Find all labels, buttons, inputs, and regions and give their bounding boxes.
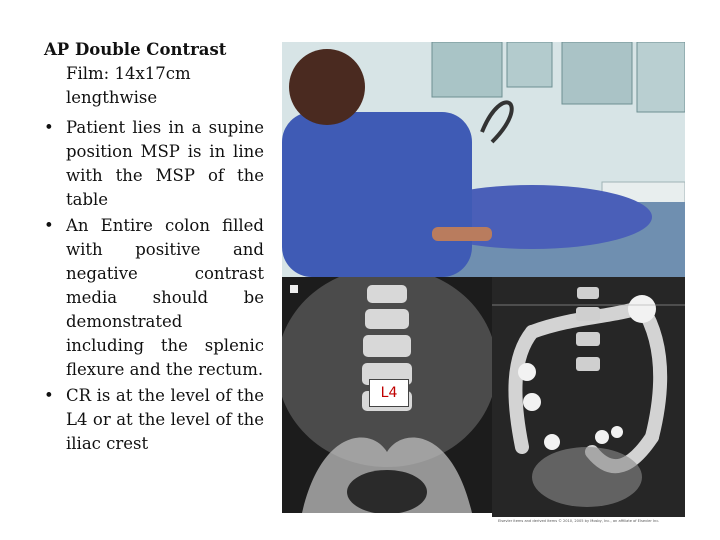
bullet-item: • An Entire colon filled with positive and negative contrast media should be demonstrated including the splenic flexure and the rectum. (44, 214, 264, 382)
bullet-item: • Patient lies in a supine position MSP is in line with the MSP of the table (44, 116, 264, 212)
patient-positioning-photo (282, 42, 685, 277)
slide-text (44, 38, 264, 458)
colon-xray-image (492, 277, 685, 517)
colon-xray-illustration (492, 277, 685, 517)
patient-photo-illustration (282, 42, 685, 277)
bullet-list (44, 116, 264, 456)
bullet-item: • CR is at the level of the L4 or at the level of the iliac crest (44, 384, 264, 456)
l4-level-label: L4 (369, 379, 409, 407)
image-credit-text: Elsevier items and derived items © 2010, 2005 by Mosby, Inc., an affiliate of Elsevier Inc. (498, 519, 660, 523)
film-orientation-line: lengthwise (66, 88, 158, 107)
slide-heading: AP Double Contrast (44, 40, 227, 59)
film-size-line: Film: 14x17cm (66, 64, 191, 83)
